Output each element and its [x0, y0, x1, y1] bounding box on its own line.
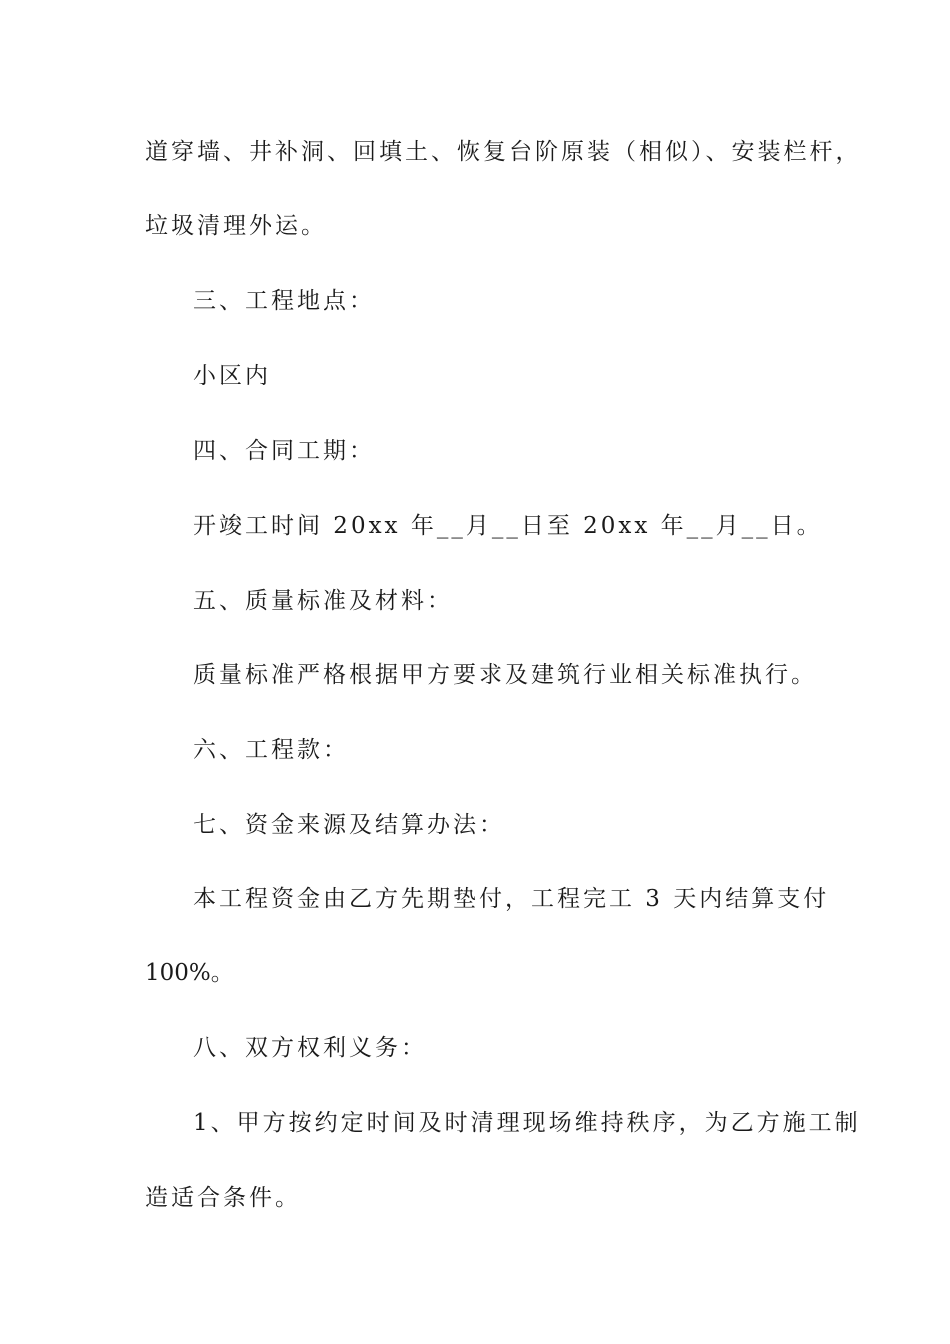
section-heading-rights: 八、双方权利义务： [193, 1035, 427, 1061]
paragraph-line: 小区内 [193, 363, 271, 389]
paragraph-line: 本工程资金由乙方先期垫付，工程完工 3 天内结算支付 [193, 886, 830, 912]
section-heading-duration: 四、合同工期： [193, 438, 375, 464]
section-heading-location: 三、工程地点： [193, 288, 375, 314]
paragraph-line: 道穿墙、井补洞、回填土、恢复台阶原装（相似）、安装栏杆， [145, 139, 862, 165]
paragraph-line: 质量标准严格根据甲方要求及建筑行业相关标准执行。 [193, 662, 817, 688]
section-heading-payment: 六、工程款： [193, 737, 349, 763]
paragraph-line: 造适合条件。 [145, 1185, 301, 1211]
paragraph-line: 100%。 [145, 960, 234, 986]
paragraph-line: 开竣工时间 20xx 年__月__日至 20xx 年__月__日。 [193, 513, 823, 539]
section-heading-funding: 七、资金来源及结算办法： [193, 812, 505, 838]
paragraph-line: 垃圾清理外运。 [145, 213, 327, 239]
section-heading-quality: 五、质量标准及材料： [193, 588, 453, 614]
paragraph-line: 1、甲方按约定时间及时清理现场维持秩序，为乙方施工制 [193, 1110, 861, 1136]
